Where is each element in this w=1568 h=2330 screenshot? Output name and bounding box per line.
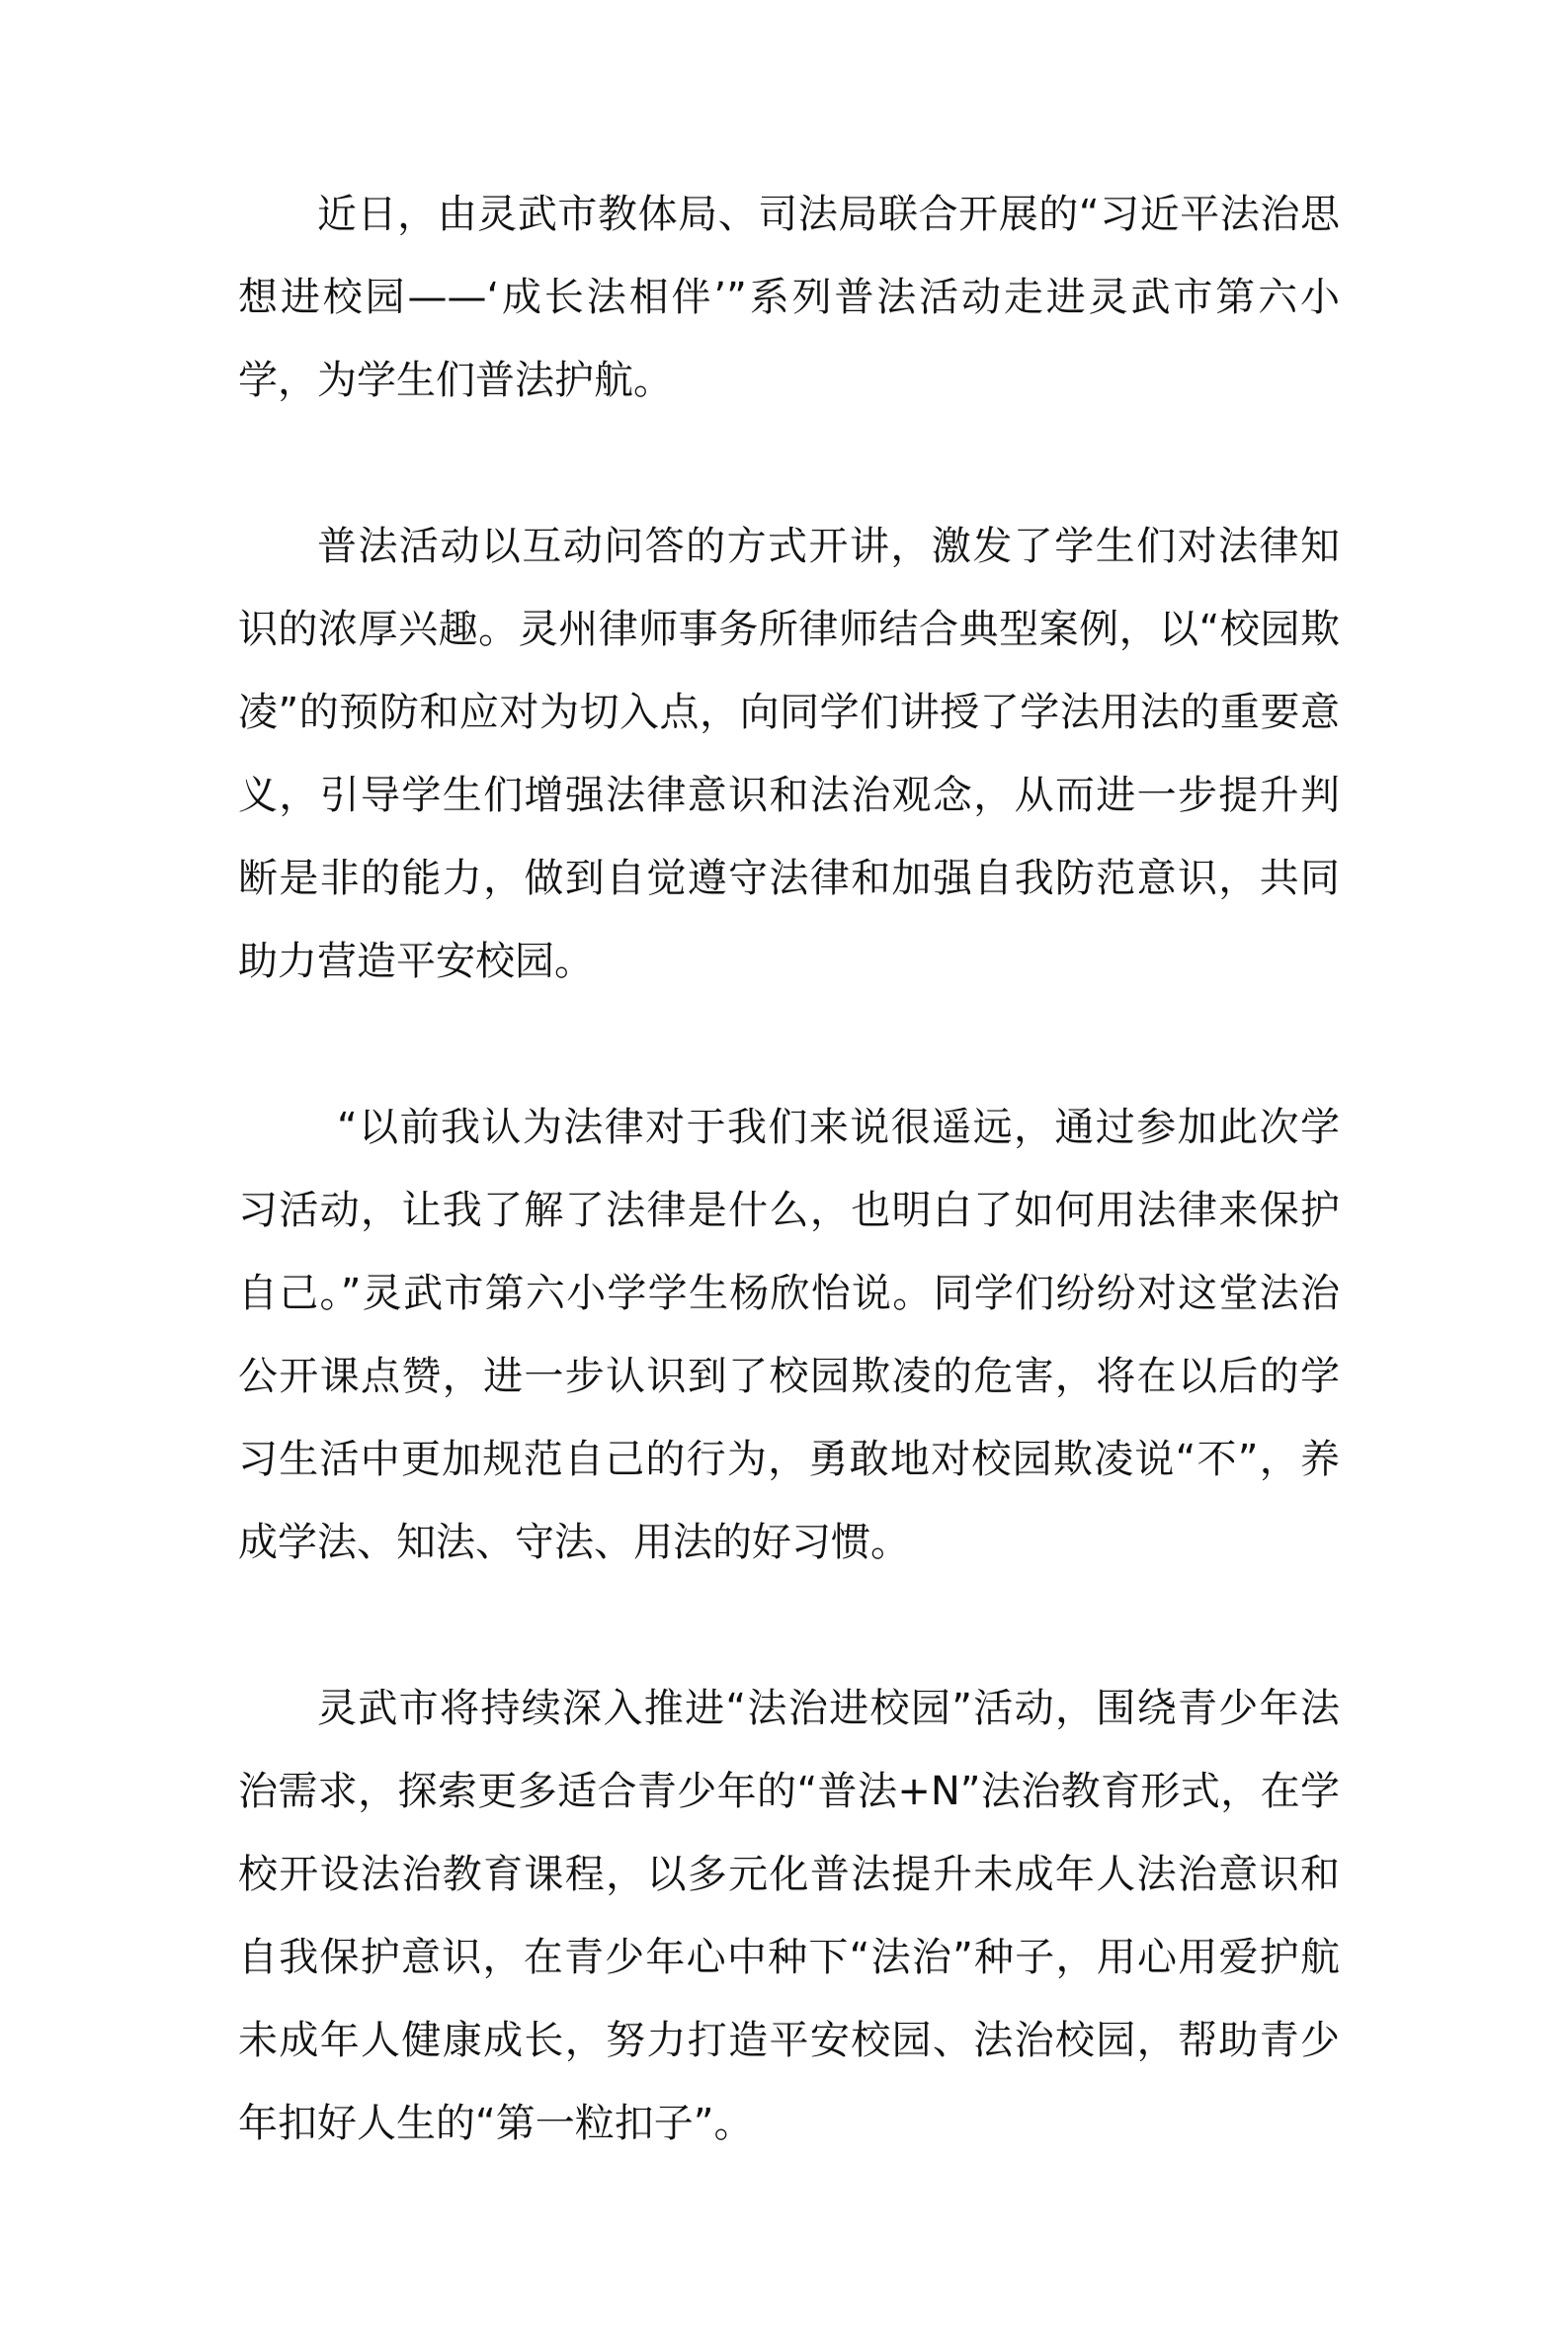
article-body bbox=[238, 173, 1340, 2165]
paragraph-outlook: 灵武市将持续深入推进“法治进校园”活动，围绕青少年法治需求，探索更多适合青少年的“普法+N”法治教育形式，在学校开设法治教育课程，以多元化普法提升未成年人法治意识和自我保护意识，在青少年心中种下“法治”种子，用心用爱护航未成年人健康成长，努力打造平安校园、法治校园，帮助青少年扣好人生的“第一粒扣子”。 bbox=[238, 1686, 1340, 2146]
paragraph-activity: 普法活动以互动问答的方式开讲，激发了学生们对法律知识的浓厚兴趣。灵州律师事务所律师结合典型案例，以“校园欺凌”的预防和应对为切入点，向同学们讲授了学法用法的重要意义，引导学生们增强法律意识和法治观念，从而进一步提升判断是非的能力，做到自觉遵守法律和加强自我防范意识，共同助力营造平安校园。 bbox=[238, 524, 1340, 984]
paragraph-intro: 近日，由灵武市教体局、司法局联合开展的“习近平法治思想进校园——‘成长法相伴’”系列普法活动走进灵武市第六小学，为学生们普法护航。 bbox=[238, 192, 1340, 403]
paragraph-student-quote: “以前我认为法律对于我们来说很遥远，通过参加此次学习活动，让我了解了法律是什么，也明白了如何用法律来保护自己。”灵武市第六小学学生杨欣怡说。同学们纷纷对这堂法治公开课点赞，进一步认识到了校园欺凌的危害，将在以后的学习生活中更加规范自己的行为，勇敢地对校园欺凌说“不”，养成学法、知法、守法、用法的好习惯。 bbox=[238, 1105, 1340, 1565]
